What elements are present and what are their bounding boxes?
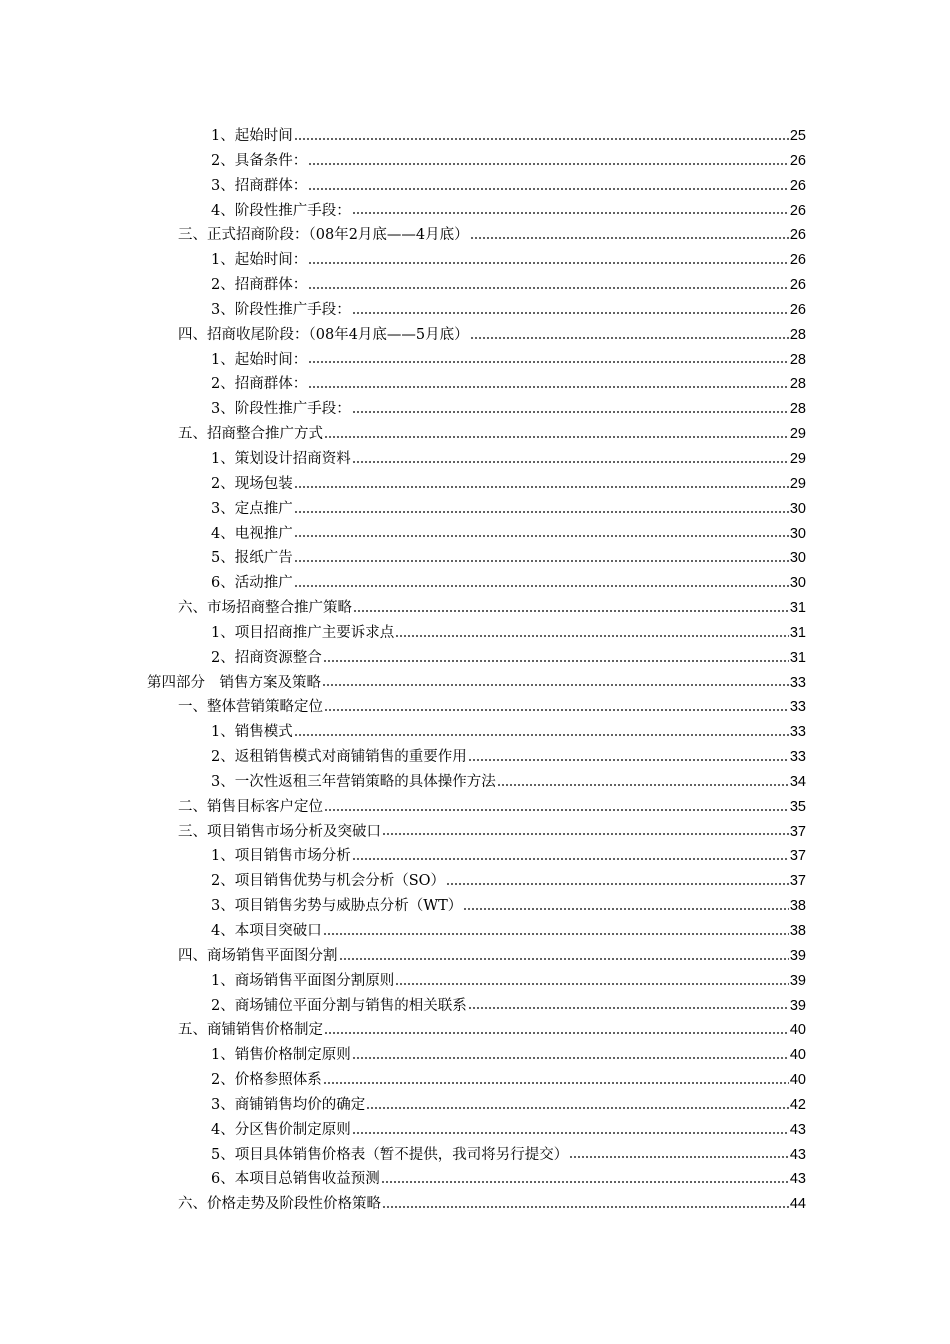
toc-entry-title: 2、项目销售优势与机会分析（SO）	[211, 873, 446, 890]
toc-entry[interactable]	[211, 869, 806, 894]
toc-dot-leader	[294, 486, 789, 488]
toc-entry[interactable]	[211, 273, 806, 298]
toc-entry[interactable]	[178, 223, 806, 248]
toc-entry-page-number: 29	[789, 426, 806, 443]
toc-entry-page-number: 42	[789, 1096, 806, 1113]
toc-entry[interactable]	[178, 596, 806, 621]
toc-entry-title: 1、起始时间	[211, 128, 293, 144]
toc-entry[interactable]	[178, 695, 806, 720]
toc-entry[interactable]	[211, 1167, 806, 1192]
toc-entry[interactable]	[211, 720, 806, 745]
toc-entry-page-number: 40	[789, 1072, 806, 1089]
toc-entry-page-number: 33	[789, 724, 806, 741]
toc-entry[interactable]	[178, 944, 806, 969]
toc-entry[interactable]	[211, 199, 806, 224]
toc-dot-leader	[446, 883, 789, 885]
toc-dot-leader	[324, 809, 789, 811]
toc-dot-leader	[366, 1107, 789, 1109]
toc-dot-leader	[352, 411, 789, 413]
toc-entry[interactable]	[211, 447, 806, 472]
toc-dot-leader	[352, 1057, 789, 1059]
toc-entry[interactable]	[211, 1143, 806, 1168]
toc-dot-leader	[468, 759, 789, 761]
toc-entry-page-number: 39	[789, 972, 806, 989]
toc-entry[interactable]	[211, 348, 806, 373]
toc-entry[interactable]	[211, 1093, 806, 1118]
toc-entry-title: 6、活动推广	[211, 575, 293, 592]
toc-entry[interactable]	[211, 994, 806, 1019]
toc-entry-title: 2、招商群体：	[211, 277, 308, 294]
toc-dot-leader	[294, 560, 789, 562]
toc-entry-title: 6、本项目总销售收益预测	[211, 1171, 380, 1188]
toc-entry-title: 三、项目销售市场分析及突破口	[178, 823, 381, 840]
toc-entry-title: 1、销售模式	[211, 724, 293, 741]
toc-entry-title: 1、策划设计招商资料	[211, 450, 351, 467]
toc-dot-leader	[308, 163, 789, 165]
toc-dot-leader	[497, 784, 789, 786]
toc-entry-title: 4、电视推广	[211, 525, 293, 542]
toc-dot-leader	[352, 1132, 789, 1134]
toc-entry[interactable]	[211, 1043, 806, 1068]
toc-entry-page-number: 26	[789, 177, 806, 194]
toc-entry-title: 3、定点推广	[211, 500, 293, 517]
toc-entry-page-number: 40	[789, 1022, 806, 1039]
toc-entry-page-number: 43	[789, 1121, 806, 1138]
toc-entry-title: 2、具备条件：	[211, 152, 308, 169]
toc-entry-title: 二、销售目标客户定位	[178, 798, 323, 815]
toc-dot-leader	[381, 1181, 789, 1183]
toc-entry-title: 第四部分 销售方案及策略	[147, 674, 321, 691]
toc-entry-page-number: 43	[789, 1171, 806, 1188]
toc-entry[interactable]	[211, 174, 806, 199]
toc-entry[interactable]	[211, 919, 806, 944]
toc-entry-title: 1、起始时间：	[211, 351, 308, 368]
toc-entry-page-number: 30	[789, 525, 806, 542]
toc-entry-page-number: 33	[789, 699, 806, 716]
toc-entry-page-number: 26	[789, 301, 806, 318]
toc-entry[interactable]	[211, 298, 806, 323]
toc-entry-title: 3、阶段性推广手段：	[211, 301, 351, 318]
toc-entry-title: 4、阶段性推广手段：	[211, 202, 351, 219]
toc-entry-title: 2、招商资源整合	[211, 649, 322, 666]
toc-entry-title: 六、价格走势及阶段性价格策略	[178, 1196, 381, 1213]
toc-entry-title: 3、项目销售劣势与威胁点分析（WT）	[211, 898, 463, 915]
toc-entry-title: 2、现场包装	[211, 475, 293, 492]
toc-entry-title: 5、项目具体销售价格表（暂不提供，我司将另行提交）	[211, 1146, 569, 1163]
toc-entry-title: 4、本项目突破口	[211, 923, 322, 939]
toc-entry-page-number: 25	[789, 128, 806, 144]
toc-entry-title: 4、分区售价制定原则	[211, 1121, 351, 1138]
toc-entry[interactable]	[211, 844, 806, 869]
toc-dot-leader	[323, 660, 789, 662]
toc-entry-page-number: 35	[789, 798, 806, 815]
toc-entry-title: 一、整体营销策略定位	[178, 699, 323, 716]
toc-entry-page-number: 26	[789, 277, 806, 294]
toc-entry[interactable]	[211, 472, 806, 497]
toc-entry-page-number: 28	[789, 376, 806, 393]
toc-entry-title: 2、招商群体：	[211, 376, 308, 393]
table-of-contents	[0, 124, 950, 1217]
toc-entry-page-number: 28	[789, 401, 806, 418]
toc-entry-page-number: 37	[789, 873, 806, 890]
toc-dot-leader	[382, 833, 789, 835]
toc-dot-leader	[308, 287, 789, 289]
toc-entry-title: 1、项目招商推广主要诉求点	[211, 624, 395, 641]
toc-dot-leader	[352, 858, 789, 860]
toc-dot-leader	[468, 1007, 789, 1009]
toc-entry-title: 1、项目销售市场分析	[211, 848, 351, 865]
toc-entry-page-number: 39	[789, 997, 806, 1014]
toc-dot-leader	[395, 983, 789, 985]
toc-entry[interactable]	[211, 646, 806, 671]
toc-entry[interactable]	[211, 546, 806, 571]
toc-entry[interactable]	[211, 397, 806, 422]
toc-entry-title: 3、招商群体：	[211, 177, 308, 194]
toc-entry-page-number: 38	[789, 923, 806, 939]
toc-entry-page-number: 37	[789, 848, 806, 865]
toc-entry-page-number: 37	[789, 823, 806, 840]
toc-dot-leader	[322, 684, 789, 686]
toc-entry-page-number: 38	[789, 898, 806, 915]
toc-dot-leader	[352, 212, 789, 214]
toc-entry-page-number: 40	[789, 1047, 806, 1064]
toc-entry[interactable]	[211, 770, 806, 795]
toc-entry-title: 2、价格参照体系	[211, 1072, 322, 1089]
toc-entry-page-number: 26	[789, 152, 806, 169]
toc-dot-leader	[294, 734, 789, 736]
toc-entry-title: 3、一次性返租三年营销策略的具体操作方法	[211, 773, 496, 790]
toc-entry-title: 四、商场销售平面图分割	[178, 947, 338, 964]
toc-entry-title: 1、销售价格制定原则	[211, 1047, 351, 1064]
toc-entry[interactable]	[211, 894, 806, 919]
toc-dot-leader	[352, 312, 789, 314]
toc-dot-leader	[352, 461, 789, 463]
toc-entry-title: 2、商场铺位平面分割与销售的相关联系	[211, 997, 467, 1014]
toc-dot-leader	[470, 237, 789, 239]
toc-entry[interactable]	[211, 497, 806, 522]
toc-dot-leader	[569, 1156, 789, 1158]
toc-entry[interactable]	[178, 422, 806, 447]
toc-entry-title: 1、商场销售平面图分割原则	[211, 972, 395, 989]
toc-entry-title: 1、起始时间：	[211, 252, 308, 269]
toc-entry[interactable]	[178, 323, 806, 348]
toc-dot-leader	[294, 138, 789, 140]
toc-entry[interactable]	[211, 248, 806, 273]
toc-entry-page-number: 39	[789, 947, 806, 964]
toc-entry-page-number: 30	[789, 500, 806, 517]
toc-entry[interactable]	[147, 671, 806, 696]
toc-entry[interactable]	[211, 522, 806, 547]
toc-entry-title: 六、市场招商整合推广策略	[178, 600, 352, 617]
toc-entry-page-number: 29	[789, 450, 806, 467]
toc-dot-leader	[463, 908, 789, 910]
toc-entry-title: 四、招商收尾阶段：（08年4月底——5月底）	[178, 326, 469, 343]
toc-entry-title: 5、报纸广告	[211, 550, 293, 567]
toc-entry-page-number: 28	[789, 326, 806, 343]
toc-entry-page-number: 26	[789, 252, 806, 269]
toc-dot-leader	[308, 361, 789, 363]
toc-entry-page-number: 29	[789, 475, 806, 492]
toc-dot-leader	[395, 635, 789, 637]
toc-entry[interactable]	[178, 1192, 806, 1217]
toc-entry-page-number: 26	[789, 227, 806, 244]
toc-entry[interactable]	[211, 621, 806, 646]
toc-entry[interactable]	[211, 124, 806, 149]
toc-entry-title: 3、阶段性推广手段：	[211, 401, 351, 418]
toc-entry-page-number: 33	[789, 674, 806, 691]
toc-entry[interactable]	[178, 1018, 806, 1043]
toc-entry-page-number: 30	[789, 550, 806, 567]
toc-entry-page-number: 28	[789, 351, 806, 368]
toc-entry-page-number: 44	[789, 1196, 806, 1213]
toc-dot-leader	[339, 958, 789, 960]
toc-entry-title: 三、正式招商阶段：（08年2月底——4月底）	[178, 227, 469, 244]
toc-dot-leader	[294, 585, 789, 587]
toc-dot-leader	[308, 262, 789, 264]
toc-entry[interactable]	[211, 149, 806, 174]
toc-dot-leader	[294, 511, 789, 513]
toc-entry-page-number: 31	[789, 624, 806, 641]
toc-dot-leader	[308, 188, 789, 190]
toc-entry[interactable]	[211, 969, 806, 994]
toc-dot-leader	[353, 610, 789, 612]
toc-entry-title: 2、返租销售模式对商铺销售的重要作用	[211, 749, 467, 766]
toc-entry-title: 五、商铺销售价格制定	[178, 1022, 323, 1039]
toc-entry-page-number: 30	[789, 575, 806, 592]
toc-entry-page-number: 34	[789, 773, 806, 790]
toc-entry-page-number: 31	[789, 600, 806, 617]
toc-entry[interactable]	[211, 372, 806, 397]
toc-dot-leader	[294, 535, 789, 537]
toc-entry[interactable]	[211, 1118, 806, 1143]
toc-entry-page-number: 31	[789, 649, 806, 666]
toc-entry-title: 五、招商整合推广方式	[178, 426, 323, 443]
toc-entry-page-number: 33	[789, 749, 806, 766]
toc-entry[interactable]	[211, 1068, 806, 1093]
toc-entry[interactable]	[178, 795, 806, 820]
toc-dot-leader	[324, 1032, 789, 1034]
toc-entry-page-number: 26	[789, 202, 806, 219]
toc-dot-leader	[324, 436, 789, 438]
toc-dot-leader	[323, 933, 789, 935]
toc-entry[interactable]	[178, 820, 806, 845]
toc-dot-leader	[382, 1206, 789, 1208]
toc-entry-title: 3、商铺销售均价的确定	[211, 1096, 366, 1113]
toc-entry-page-number: 43	[789, 1146, 806, 1163]
toc-entry[interactable]	[211, 745, 806, 770]
toc-dot-leader	[308, 386, 789, 388]
toc-dot-leader	[324, 709, 789, 711]
toc-dot-leader	[470, 337, 789, 339]
toc-entry[interactable]	[211, 571, 806, 596]
toc-dot-leader	[323, 1082, 789, 1084]
